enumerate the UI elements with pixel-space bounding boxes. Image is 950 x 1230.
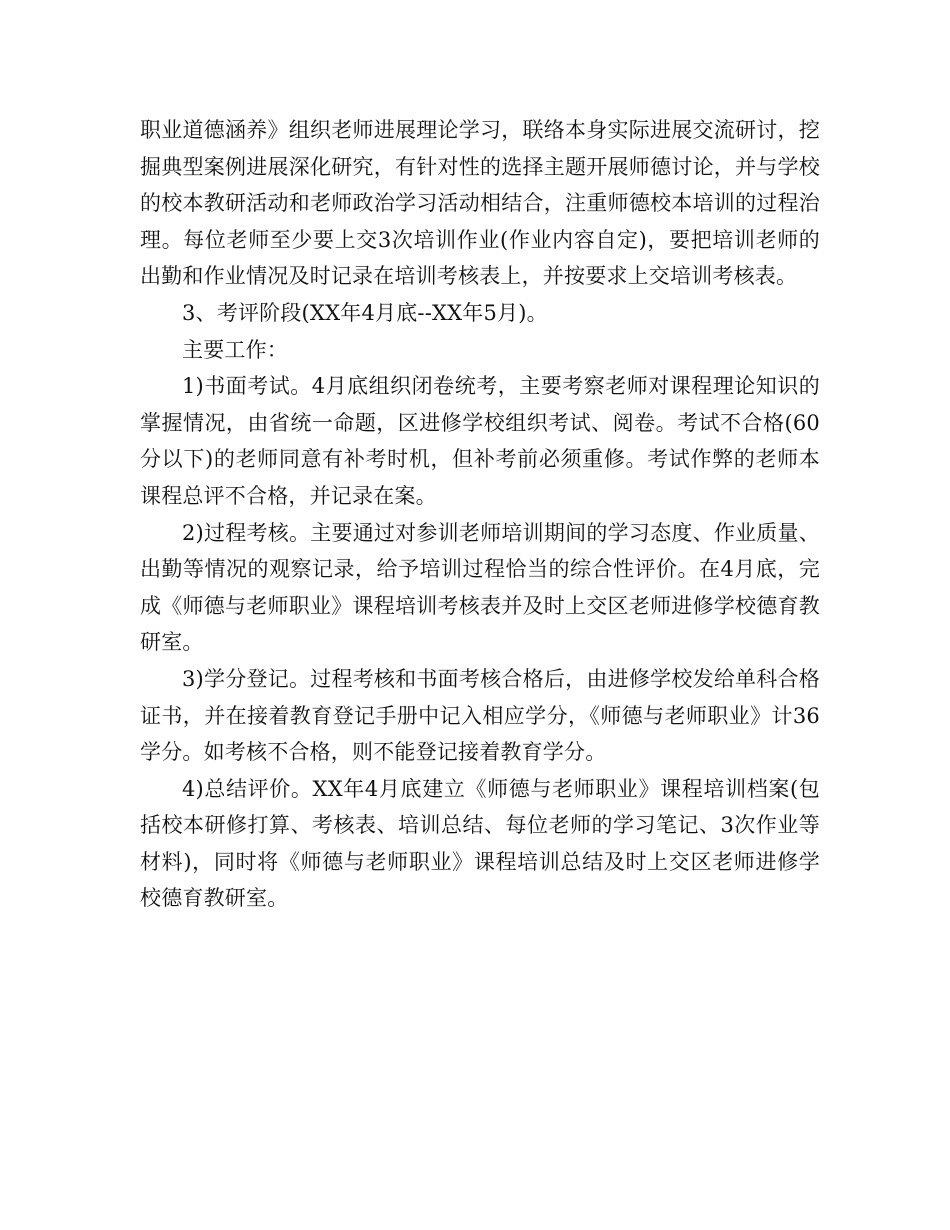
paragraph-credit-registration: 3)学分登记。过程考核和书面考核合格后，由进修学校发给单科合格证书，并在接着教育登记手册中记入相应学分，《师德与老师职业》计36学分。如考核不合格，则不能登记接着教育学分。 [140,666,820,765]
section-heading-evaluation-stage: 3、考评阶段(XX年4月底--XX年5月)。 [182,300,548,325]
document-body [140,112,820,917]
paragraph-summary-evaluation: 4)总结评价。XX年4月底建立《师德与老师职业》课程培训档案(包括校本研修打算、考核表、培训总结、每位老师的学习笔记、3次作业等材料)，同时将《师德与老师职业》课程培训总结及时上交区老师进修学校德育教研室。 [140,776,820,911]
main-work-label: 主要工作： [182,337,288,362]
paragraph-written-exam: 1)书面考试。4月底组织闭卷统考，主要考察老师对课程理论知识的掌握情况，由省统一命题，区进修学校组织考试、阅卷。考试不合格(60分以下)的老师同意有补考时机，但补考前必须重修。考试作弊的老师本课程总评不合格，并记录在案。 [140,374,820,508]
paragraph-process-assessment: 2)过程考核。主要通过对参训老师培训期间的学习态度、作业质量、出勤等情况的观察记录，给予培训过程恰当的综合性评价。在4月底，完成《师德与老师职业》课程培训考核表并及时上交区老师进修学校德育教研室。 [140,520,820,655]
paragraph-continued-text: 职业道德涵养》组织老师进展理论学习，联络本身实际进展交流研讨，挖掘典型案例进展深化研究，有针对性的选择主题开展师德讨论，并与学校的校本教研活动和老师政治学习活动相结合，注重师德校本培训的过程治理。每位老师至少要上交3次培训作业(作业内容自定)，要把培训老师的出勤和作业情况及时记录在培训考核表上，并按要求上交培训考核表。 [140,118,820,289]
